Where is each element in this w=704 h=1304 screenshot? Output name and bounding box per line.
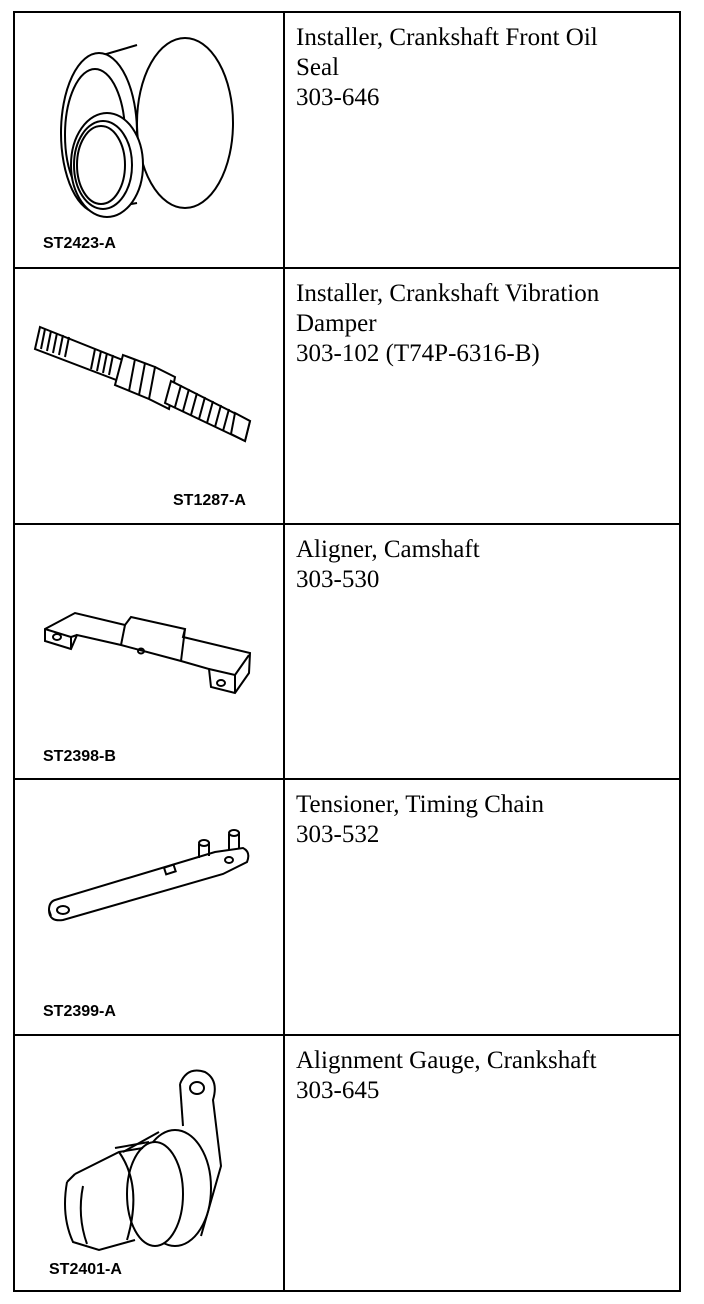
tool-illustration-cell	[14, 524, 284, 780]
tool-description-cell	[284, 779, 680, 1035]
tool-row-oil-seal-installer	[14, 12, 680, 268]
tool-name-line: Seal	[296, 54, 340, 81]
illustration-code: ST2423-A	[43, 235, 116, 252]
vibration-damper-installer-drawing	[15, 269, 283, 525]
timing-chain-tensioner-drawing	[15, 780, 283, 1036]
tool-row-camshaft-aligner	[14, 524, 680, 780]
illustration-code: ST2399-A	[43, 1003, 116, 1021]
tool-number: 303-645	[296, 1077, 380, 1105]
tool-row-vibration-damper-installer	[14, 268, 680, 524]
tool-number: 303-102 (T74P-6316-B)	[296, 339, 540, 367]
tool-description-cell	[284, 524, 680, 780]
tool-number: 303-530	[296, 565, 380, 593]
tool-name-line: Aligner, Camshaft	[296, 535, 480, 563]
illustration-code: ST2401-A	[49, 1261, 122, 1279]
tool-illustration-cell	[14, 268, 284, 524]
illustration-code: ST1287-A	[173, 491, 246, 509]
crankshaft-alignment-gauge-drawing	[15, 1036, 283, 1292]
special-tools-table	[13, 11, 681, 1292]
tool-row-timing-chain-tensioner	[14, 779, 680, 1035]
tool-number: 303-532	[296, 821, 380, 849]
illustration-code: ST2398-B	[43, 747, 116, 765]
tool-name-line: Installer, Crankshaft Vibration	[296, 279, 600, 307]
tool-number: 303-646	[296, 84, 380, 111]
tool-name-line: Installer, Crankshaft Front Oil	[296, 24, 598, 51]
camshaft-aligner-drawing	[15, 525, 283, 781]
oil-seal-installer-drawing	[15, 13, 283, 269]
tool-row-crankshaft-alignment-gauge	[14, 1035, 680, 1291]
tool-description-cell	[284, 12, 680, 268]
tool-description-cell	[284, 1035, 680, 1291]
tool-description-cell	[284, 268, 680, 524]
tool-illustration-cell	[14, 779, 284, 1035]
tool-illustration-cell	[14, 12, 284, 268]
tool-illustration-cell	[14, 1035, 284, 1291]
tool-name-line: Alignment Gauge, Crankshaft	[296, 1047, 597, 1075]
tool-name-line: Damper	[296, 309, 377, 337]
tool-name-line: Tensioner, Timing Chain	[296, 791, 544, 819]
